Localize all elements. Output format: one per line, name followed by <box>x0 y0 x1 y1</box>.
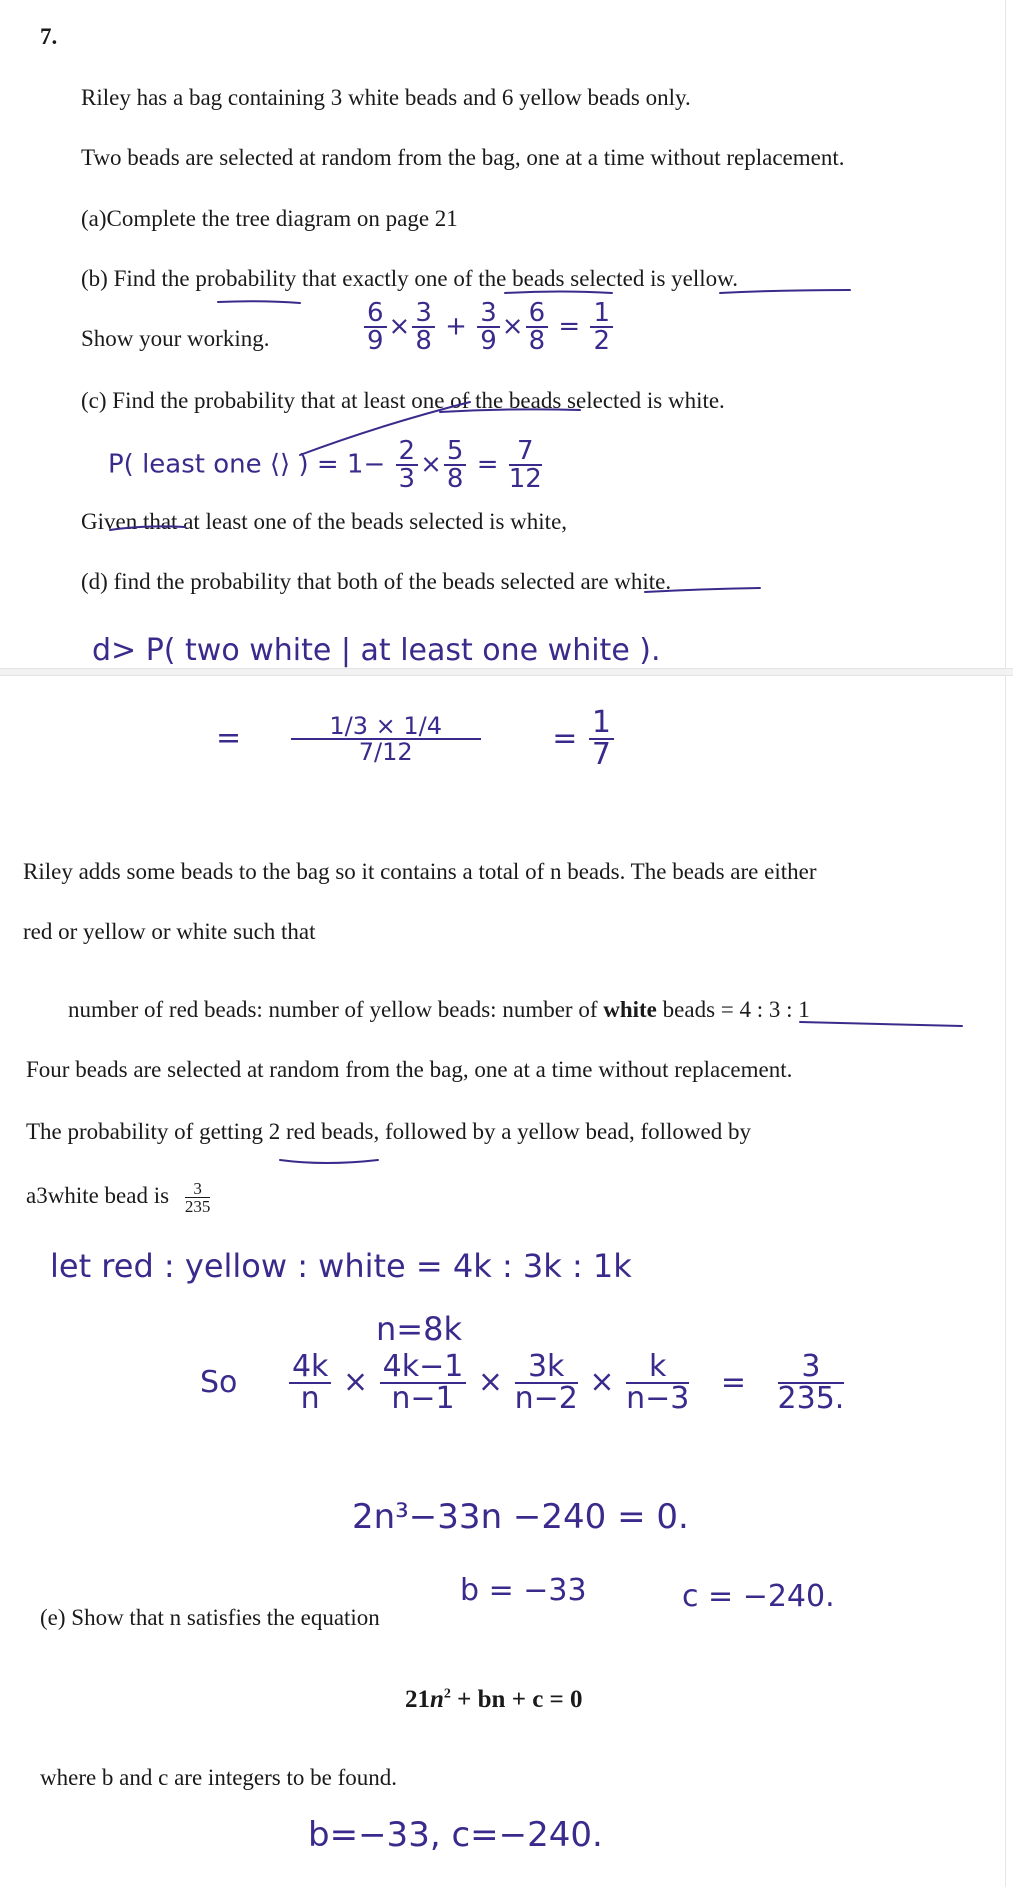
part-b-prompt: (b) Find the probability that exactly one of the beads selected is yellow. <box>81 266 739 291</box>
underline-2-red <box>280 1160 378 1163</box>
intro-line-1: Riley has a bag containing 3 white beads and 6 yellow beads only. <box>81 85 691 110</box>
part-d-prompt: (d) find the probability that both of the beads selected are white. <box>81 569 672 594</box>
section2-line-2: red or yellow or white such that <box>23 919 316 944</box>
handwritten-part-d-line: d> P( two white | at least one white ). <box>92 633 661 668</box>
section2-line-1: Riley adds some beads to the bag so it contains a total of n beads. The beads are either <box>23 859 817 884</box>
underline-ratio <box>800 1022 962 1026</box>
handwritten-c-value: c = −240. <box>682 1579 835 1614</box>
underline-one-of-the <box>505 292 612 294</box>
handwritten-cubic: 2n³−33n −240 = 0. <box>352 1497 689 1537</box>
part-b-show-working: Show your working. <box>81 326 270 351</box>
quadratic-equation: $21n^2$ + bn + c = 0 <box>405 1686 583 1713</box>
handwritten-part-d-result: = $\frac{1/3 \times 1/4}{7/12}$ = $\frac{1}{7}$ <box>216 708 616 770</box>
underline-probability <box>218 301 300 303</box>
question-number: 7. <box>40 24 58 49</box>
underline-is-yellow <box>720 290 850 293</box>
section2-line-4: Four beads are selected at random from the bag, one at a time without replacement. <box>26 1057 793 1082</box>
ratio-line: number of red beads: number of yellow beads: number of white beads = 4 : 3 : 1 <box>68 997 810 1022</box>
handwritten-n-line: n=8k <box>376 1310 462 1348</box>
handwritten-let-line: let red : yellow : white = 4k : 3k : 1k <box>50 1247 632 1285</box>
part-a: (a)Complete the tree diagram on page 21 <box>81 206 458 231</box>
part-e-prompt: (e) Show that n satisfies the equation <box>40 1605 380 1630</box>
part-c-prompt: (c) Find the probability that at least one of the beads selected is white. <box>81 388 725 413</box>
handwritten-part-b-working: $\frac{6}{9}$ × $\frac{3}{8}$ + $\frac{3}{9}$ × $\frac{6}{8}$ = $\frac{1}{2}$ <box>362 300 615 354</box>
handwritten-final-answer: b=−33, c=−240. <box>308 1815 603 1855</box>
handwritten-part-c-working: P( least one ⟨⟩ ) = 1− $\frac{2}{3}$ × $\frac{5}{8}$ = $\frac{7}{12}$ <box>108 436 542 494</box>
given-line: Given that at least one of the beads selected is white, <box>81 509 568 534</box>
intro-line-2: Two beads are selected at random from the bag, one at a time without replacement. <box>81 145 845 170</box>
handwritten-b-value: b = −33 <box>460 1573 587 1608</box>
section2-line-6: a3white bead is $\frac{3}{235}$ <box>26 1179 211 1216</box>
handwritten-product-line: So $\frac{4k}{n}$ × $\frac{4k-1}{n-1}$ × $\frac{3k}{n-2}$ × $\frac{k}{n-3}$ = $\frac{3}{235.}$ <box>200 1349 845 1416</box>
section2-line-5: The probability of getting 2 red beads, followed by a yellow bead, followed by <box>26 1119 751 1144</box>
part-e-where: where b and c are integers to be found. <box>40 1765 397 1790</box>
page-separator-band <box>0 668 1013 676</box>
